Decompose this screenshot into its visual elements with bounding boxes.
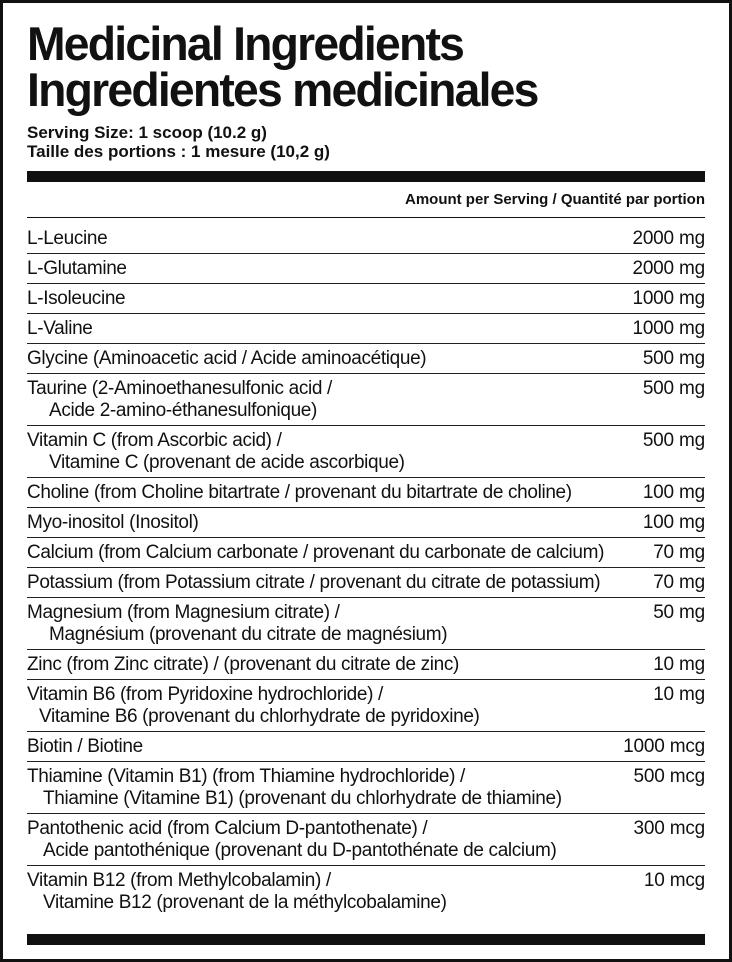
ingredient-row — [27, 344, 705, 374]
ingredient-name — [27, 258, 632, 280]
ingredient-name-line: Myo-inositol (Inositol) — [27, 512, 199, 533]
panel-header — [3, 17, 729, 161]
ingredient-name-translation: Acide pantothénique (provenant du D-pantothénate de calcium) — [43, 840, 557, 861]
page-title — [27, 17, 695, 116]
ingredient-name — [27, 348, 643, 370]
ingredient-row — [27, 814, 705, 866]
ingredient-amount: 500 mg — [642, 378, 705, 399]
ingredient-name — [27, 288, 632, 310]
ingredient-name-line: Taurine (2-Aminoethanesulfonic acid / — [27, 378, 332, 399]
ingredient-amount: 300 mcg — [633, 818, 705, 839]
amount-header-label: Amount per Serving / Quantité par portion — [404, 191, 705, 208]
ingredient-name-line: Vitamin B12 (from Methylcobalamin) / — [27, 870, 331, 891]
ingredient-row — [27, 284, 705, 314]
ingredient-name — [27, 736, 623, 758]
ingredient-name-line: Vitamin C (from Ascorbic acid) / — [27, 430, 282, 451]
ingredient-amount: 50 mg — [653, 602, 705, 623]
ingredient-row — [27, 508, 705, 538]
ingredient-name — [27, 818, 634, 862]
ingredient-row — [27, 254, 705, 284]
ingredient-name-line: Thiamine (Vitamin B1) (from Thiamine hydrochloride) / — [27, 766, 465, 787]
ingredient-amount: 500 mcg — [633, 766, 705, 787]
ingredient-name — [27, 572, 653, 594]
ingredient-name — [27, 870, 644, 914]
ingredient-row — [27, 224, 705, 254]
ingredient-row — [27, 762, 705, 814]
title-spanish: Ingredientes medicinales — [27, 63, 538, 116]
ingredient-amount: 70 mg — [653, 572, 705, 593]
ingredient-row — [27, 478, 705, 508]
ingredient-amount: 1000 mcg — [623, 736, 705, 757]
ingredient-amount: 1000 mg — [632, 288, 705, 309]
ingredient-name-line: Zinc (from Zinc citrate) / (provenant du citrate de zinc) — [27, 654, 459, 675]
ingredient-amount: 2000 mg — [632, 258, 705, 279]
ingredient-name-line: L-Glutamine — [27, 258, 127, 279]
ingredient-amount: 10 mg — [653, 684, 705, 705]
amount-per-serving-header — [27, 182, 705, 217]
ingredient-amount: 500 mg — [642, 348, 705, 369]
ingredient-name — [27, 228, 632, 250]
serving-size-french: Taille des portions : 1 mesure (10,2 g) — [27, 142, 330, 161]
ingredient-name — [27, 512, 643, 534]
ingredient-list — [27, 218, 705, 917]
ingredient-amount: 100 mg — [642, 482, 705, 503]
ingredient-name-line: Biotin / Biotine — [27, 736, 143, 757]
ingredient-name-translation: Magnésium (provenant du citrate de magnésium) — [49, 624, 448, 645]
ingredient-name — [27, 378, 643, 422]
ingredient-name — [27, 318, 632, 340]
serving-size — [27, 123, 705, 161]
ingredient-name — [27, 684, 653, 728]
ingredient-amount: 1000 mg — [632, 318, 705, 339]
ingredient-name-line: Glycine (Aminoacetic acid / Acide aminoacétique) — [27, 348, 427, 369]
ingredient-name — [27, 482, 643, 504]
ingredient-amount: 10 mcg — [643, 870, 705, 891]
ingredient-row — [27, 650, 705, 680]
serving-size-english: Serving Size: 1 scoop (10.2 g) — [27, 123, 267, 142]
ingredient-name-translation: Acide 2-amino-éthanesulfonique) — [49, 400, 317, 421]
top-divider — [27, 171, 705, 182]
ingredient-name — [27, 602, 653, 646]
ingredient-row — [27, 538, 705, 568]
ingredient-name-line: Vitamin B6 (from Pyridoxine hydrochloride) / — [27, 684, 383, 705]
ingredient-name-translation: Vitamine B6 (provenant du chlorhydrate de pyridoxine) — [39, 706, 480, 727]
ingredient-name-translation: Vitamine B12 (provenant de la méthylcobalamine) — [43, 892, 447, 913]
ingredient-amount: 100 mg — [642, 512, 705, 533]
ingredient-name-translation: Vitamine C (provenant de acide ascorbique) — [49, 452, 405, 473]
ingredient-row — [27, 374, 705, 426]
ingredient-amount: 70 mg — [653, 542, 705, 563]
ingredient-amount: 500 mg — [642, 430, 705, 451]
ingredient-row — [27, 732, 705, 762]
title-english: Medicinal Ingredients — [27, 17, 464, 70]
ingredient-name-line: Choline (from Choline bitartrate / provenant du bitartrate de choline) — [27, 482, 572, 503]
ingredient-name-line: Potassium (from Potassium citrate / provenant du citrate de potassium) — [27, 572, 601, 593]
ingredient-name — [27, 766, 634, 810]
ingredient-name-line: Pantothenic acid (from Calcium D-pantothenate) / — [27, 818, 428, 839]
ingredient-row — [27, 568, 705, 598]
ingredient-amount: 2000 mg — [632, 228, 705, 249]
ingredient-row — [27, 598, 705, 650]
bottom-divider — [27, 934, 705, 945]
ingredient-name-line: Magnesium (from Magnesium citrate) / — [27, 602, 340, 623]
ingredient-row — [27, 426, 705, 478]
ingredient-name — [27, 542, 653, 564]
ingredient-row — [27, 866, 705, 917]
ingredient-name-line: L-Valine — [27, 318, 93, 339]
ingredient-amount: 10 mg — [653, 654, 705, 675]
ingredient-name-line: L-Isoleucine — [27, 288, 126, 309]
ingredient-name-translation: Thiamine (Vitamine B1) (provenant du chlorhydrate de thiamine) — [43, 788, 562, 809]
ingredient-row — [27, 314, 705, 344]
ingredient-name-line: Calcium (from Calcium carbonate / provenant du carbonate de calcium) — [27, 542, 605, 563]
ingredient-name — [27, 654, 653, 676]
ingredient-name — [27, 430, 643, 474]
ingredient-name-line: L-Leucine — [27, 228, 108, 249]
ingredient-row — [27, 680, 705, 732]
